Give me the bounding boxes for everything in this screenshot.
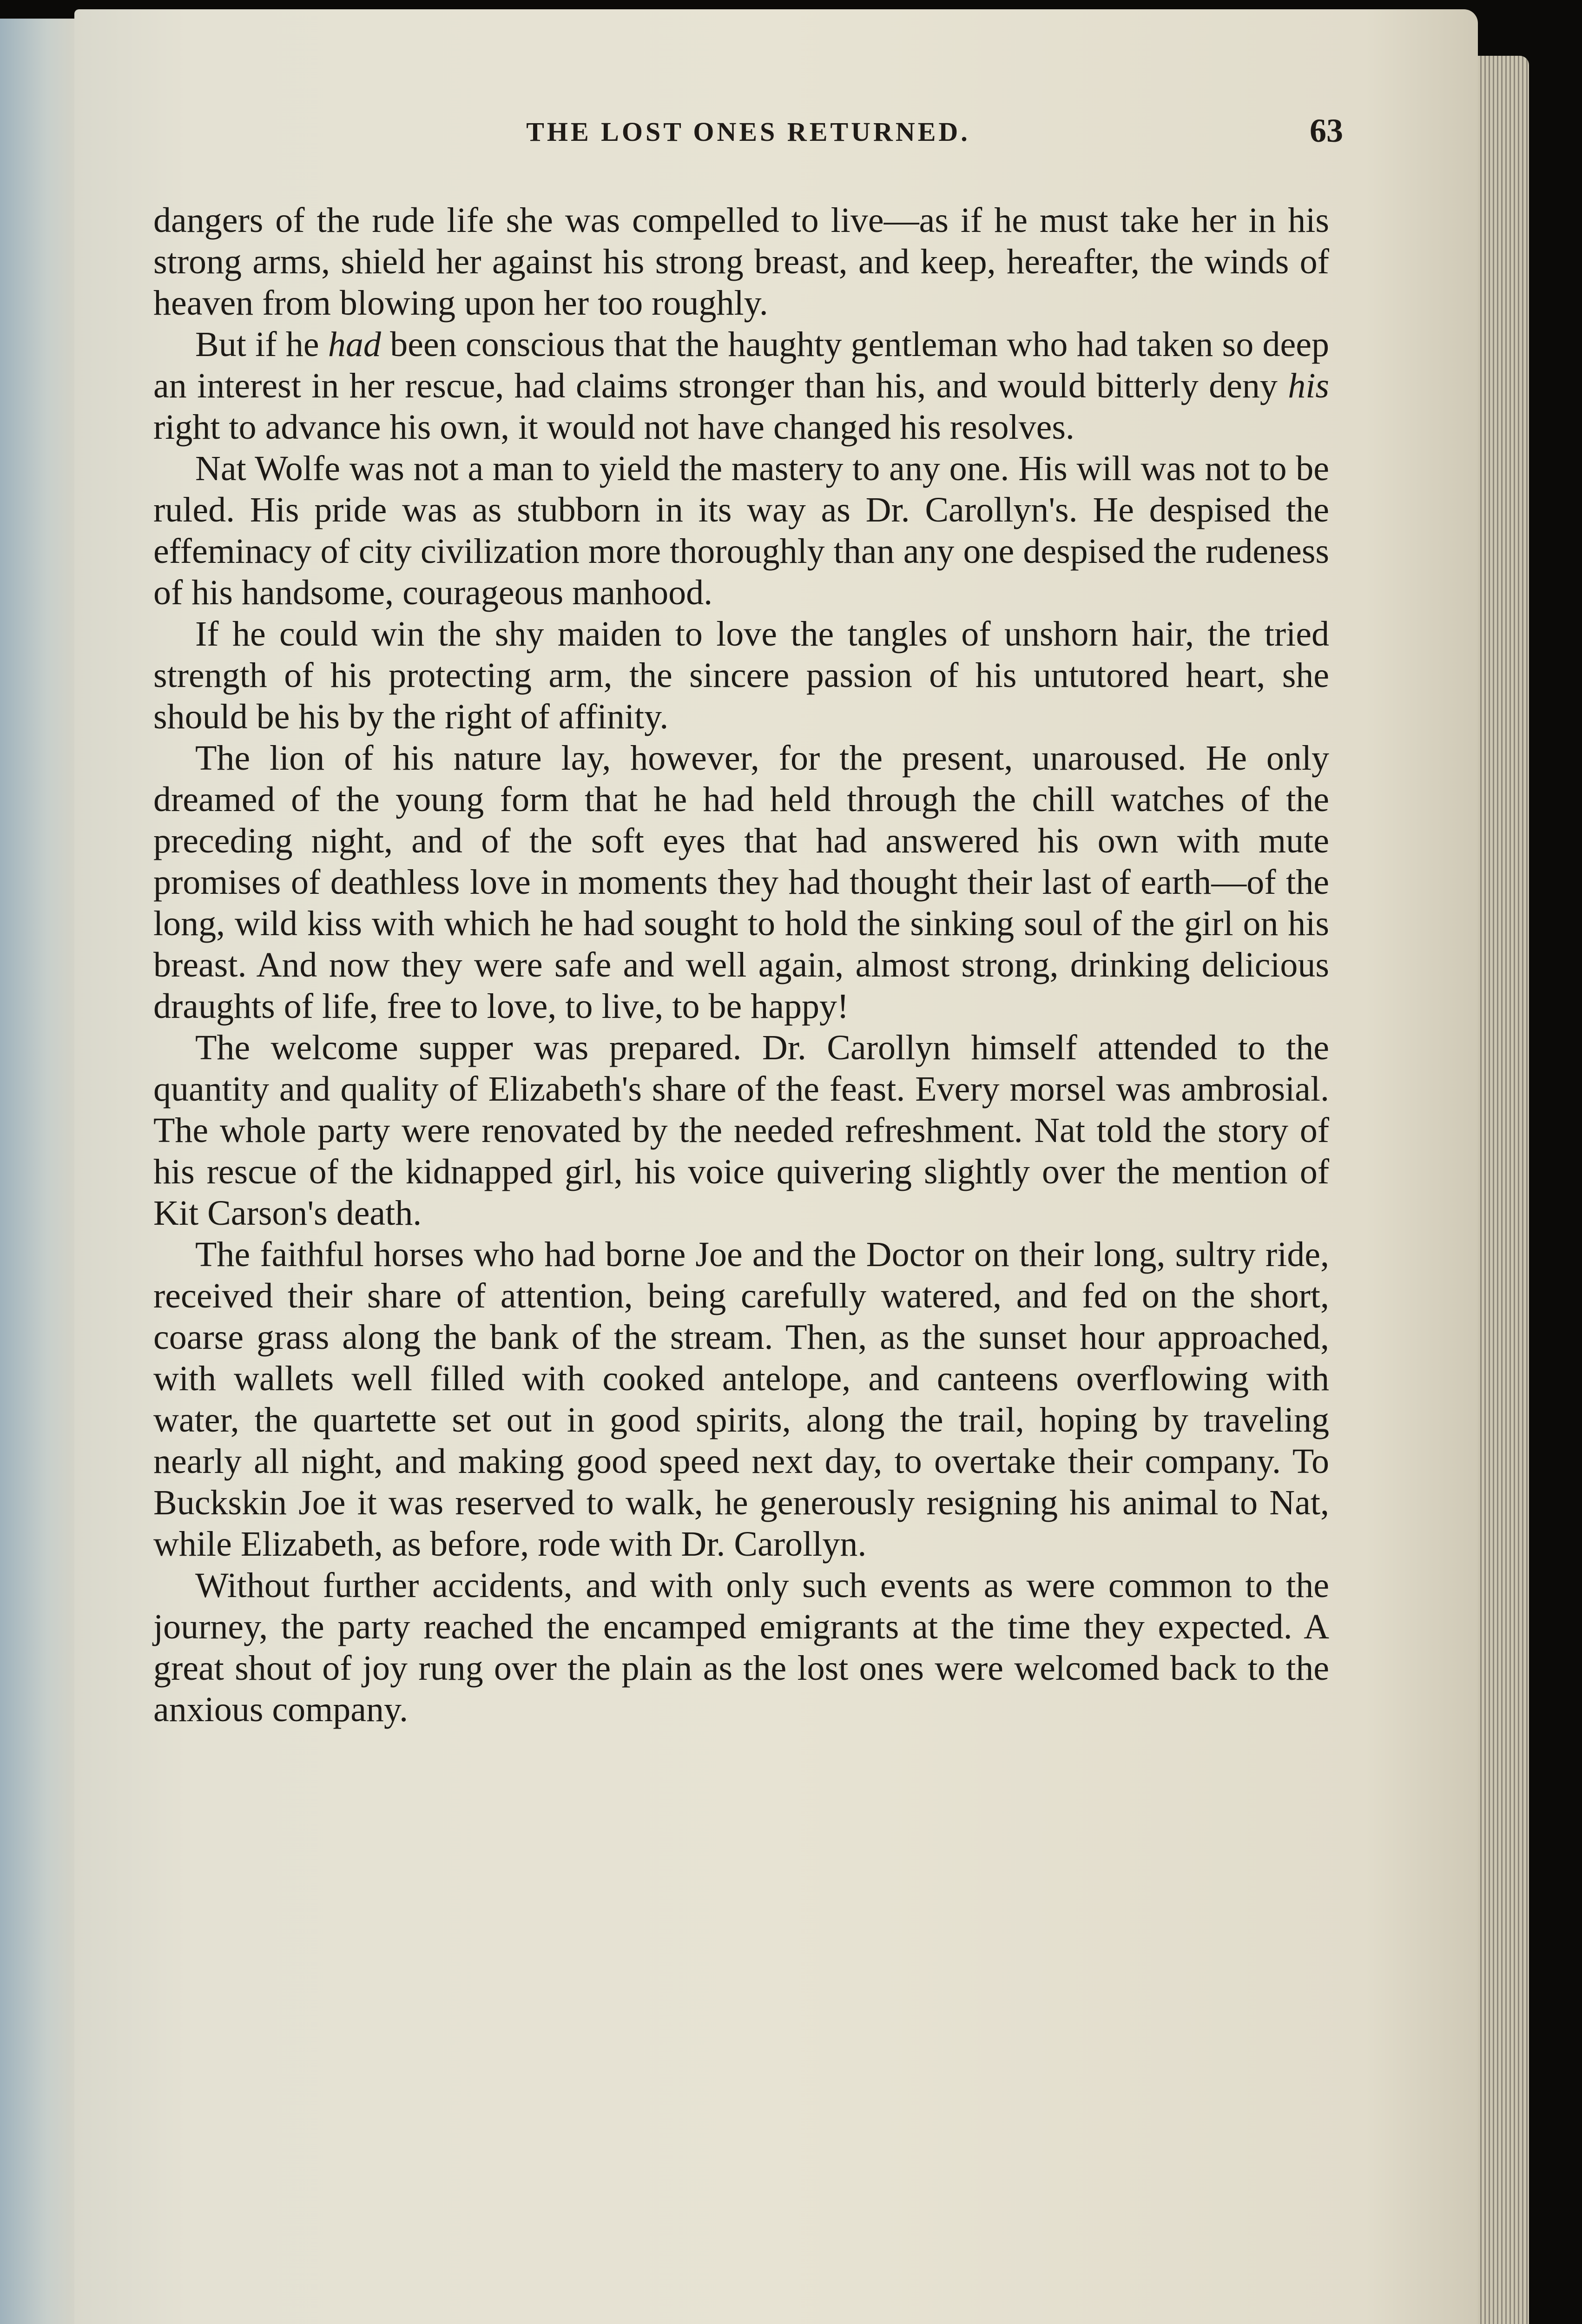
body-text [153, 200, 1329, 1730]
text-run: If he could win the shy maiden to love the tangles of unshorn hair, the tried strength of his protecting arm, the sincere passion of his untutored heart, she should be his by the right of affinity. [153, 614, 1329, 736]
page-stack-edges [1473, 56, 1529, 2324]
paragraph [153, 324, 1329, 448]
paragraph [153, 448, 1329, 614]
paragraph [153, 1234, 1329, 1565]
page-number: 63 [1310, 112, 1343, 149]
running-head-title: THE LOST ONES RETURNED. [526, 117, 970, 147]
text-run: The welcome supper was prepared. Dr. Carollyn himself attended to the quantity and quality of Elizabeth's share of the feast. Every morsel was ambrosial. The whole party were renovated by the needed refreshment. Nat told the story of his rescue of the kidnapped girl, his voice quivering slightly over the mention of Kit Carson's death. [153, 1028, 1329, 1233]
paragraph [153, 614, 1329, 738]
paragraph [153, 200, 1329, 324]
text-run: But if he [195, 325, 328, 364]
running-head [153, 112, 1343, 172]
text-run: been conscious that the haughty gentleman who had taken so deep an interest in her rescue, had claims stronger than his, and would bitterly deny [153, 325, 1329, 405]
paragraph [153, 1027, 1329, 1234]
paragraph [153, 1565, 1329, 1730]
paragraph [153, 738, 1329, 1027]
text-run: Without further accidents, and with only such events as were common to the journey, the party reached the encamped emigrants at the time they expected. A great shout of joy rung over the plain as the lost ones were welcomed back to the anxious company. [153, 1566, 1329, 1729]
italic-word: his [1288, 366, 1329, 405]
text-run: The faithful horses who had borne Joe and the Doctor on their long, sultry ride, received their share of attention, being carefully watered, and fed on the short, coarse grass along the bank of the stream. Then, as the sunset hour approached, with wallets well filled with cooked antelope, and canteens overflowing with water, the quartette set out in good spirits, along the trail, hoping by traveling nearly all night, and making good speed next day, to overtake their company. To Buckskin Joe it was reserved to walk, he generously resigning his animal to Nat, while Elizabeth, as before, rode with Dr. Carollyn. [153, 1235, 1329, 1564]
text-run: right to advance his own, it would not have changed his resolves. [153, 408, 1074, 447]
text-run: dangers of the rude life she was compelled to live—as if he must take her in his strong arms, shield her against his strong breast, and keep, hereafter, the winds of heaven from blowing upon her too roughly. [153, 201, 1329, 323]
text-run: Nat Wolfe was not a man to yield the mastery to any one. His will was not to be ruled. His pride was as stubborn in its way as Dr. Carollyn's. He despised the effeminacy of city civilization more thoroughly than any one despised the rudeness of his handsome, courageous manhood. [153, 449, 1329, 612]
facing-page-edge [0, 19, 82, 2324]
text-run: The lion of his nature lay, however, for the present, unaroused. He only dreamed of the young form that he had held through the chill watches of the preceding night, and of the soft eyes that had answered his own with mute promises of deathless love in moments they had thought their last of earth—of the long, wild kiss with which he had sought to hold the sinking soul of the girl on his breast. And now they were safe and well again, almost strong, drinking delicious draughts of life, free to love, to live, to be happy! [153, 739, 1329, 1026]
italic-word: had [328, 325, 381, 364]
